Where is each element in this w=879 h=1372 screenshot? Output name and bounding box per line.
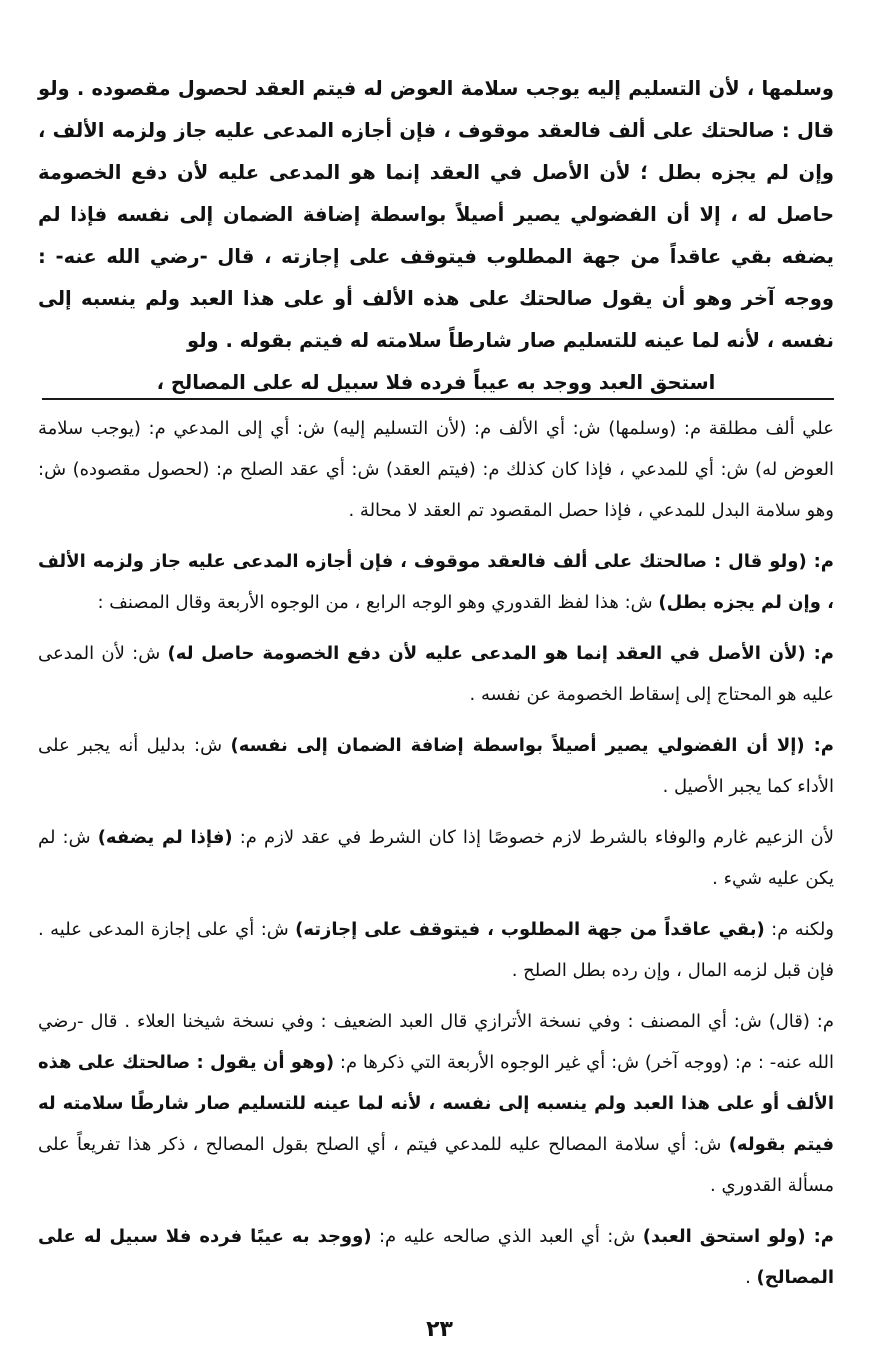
commentary-paragraph xyxy=(38,408,834,531)
page-number: ٢٣ xyxy=(426,1317,453,1342)
commentary-paragraph xyxy=(38,633,834,715)
main-text-block xyxy=(38,68,834,404)
matn-quote: م: (ولو قال : صالحتك على ألف فالعقد موقوف ، فإن أجازه المدعى عليه جاز ولزمه الألف ، وإن لم يجزه بطل) xyxy=(38,551,834,613)
commentary-paragraph xyxy=(38,1001,834,1206)
commentary-paragraph xyxy=(38,909,834,991)
sharh-text: ش: لأن المدعى عليه هو المحتاج إلى إسقاط الخصومة عن نفسه . xyxy=(38,643,834,705)
matn-quote: م: (لأن الأصل في العقد إنما هو المدعى عليه لأن دفع الخصومة حاصل له) xyxy=(167,643,835,664)
matn-quote: (فإذا لم يضفه) xyxy=(97,827,233,848)
matn-quote: م: (إلا أن الفضولي يصير أصيلاً بواسطة إضافة الضمان إلى نفسه) xyxy=(230,735,834,756)
sharh-text: لأن الزعيم غارم والوفاء بالشرط لازم خصوصًا إذا كان الشرط في عقد لازم م: xyxy=(232,827,834,848)
matn-quote: (وهو أن يقول : صالحتك على هذه الألف أو على هذا العبد ولم ينسبه إلى نفسه ، لأنه لما عينه للتسليم صار شارطًا سلامته له فيتم بقوله) xyxy=(38,1052,835,1155)
section-divider xyxy=(42,398,834,400)
main-text-last-line: استحق العبد ووجد به عيباً فرده فلا سبيل له على المصالح ، xyxy=(156,371,716,394)
sharh-text: ش: أي سلامة المصالح عليه للمدعي فيتم ، أي الصلح بقول المصالح ، ذكر هذا تفريعاً على مسألة القدوري . xyxy=(38,1134,834,1196)
sharh-text: ش: بدليل أنه يجبر على الأداء كما يجبر الأصيل . xyxy=(38,735,834,797)
sharh-text: ش: هذا لفظ القدوري وهو الوجه الرابع ، من الوجوه الأربعة وقال المصنف : xyxy=(97,592,659,613)
sharh-text: ولكنه م: xyxy=(764,919,835,940)
matn-quote: م: (ولو استحق العبد) xyxy=(642,1226,834,1247)
commentary-paragraph xyxy=(38,725,834,807)
sharh-text: علي ألف مطلقة م: (وسلمها) ش: أي الألف م: (لأن التسليم إليه) ش: أي إلى المدعي م: (يوجب سلامة العوض له) ش: أي للمدعي ، فإذا كان كذلك م: (فيتم العقد) ش: أي عقد الصلح م: (لحصول مقصوده) ش: وهو سلامة البدل للمدعي ، فإذا حصل المقصود تم العقد لا محالة . xyxy=(38,418,834,521)
sharh-text: ش: لم يكن عليه شيء . xyxy=(38,827,834,889)
main-text-body: وسلمها ، لأن التسليم إليه يوجب سلامة العوض له فيتم العقد لحصول مقصوده . ولو قال : صالحتك على ألف فالعقد موقوف ، فإن أجازه المدعى عليه جاز ولزمه الألف ، وإن لم يجزه بطل ؛ لأن الأصل في العقد إنما هو المدعى عليه لأن دفع الخصومة حاصل له ، إلا أن الفضولي يصير أصيلاً بواسطة إضافة الضمان إلى نفسه فإذا لم يضفه بقي عاقداً من جهة المطلوب فيتوقف على إجازته ، قال -رضي الله عنه- : ووجه آخر وهو أن يقول صالحتك على هذه الألف أو على هذا العبد ولم ينسبه إلى نفسه ، لأنه لما عينه للتسليم صار شارطاً سلامته له فيتم بقوله . ولو xyxy=(38,77,834,352)
sharh-text: م: (قال) ش: أي المصنف : وفي نسخة الأترازي قال العبد الضعيف : وفي نسخة شيخنا العلاء . قال -رضي الله عنه- : م: (ووجه آخر) ش: أي غير الوجوه الأربعة التي ذكرها م: xyxy=(38,1011,834,1073)
sharh-text: . xyxy=(745,1267,757,1288)
sharh-text: ش: أي على إجازة المدعى عليه . فإن قبل لزمه المال ، وإن رده بطل الصلح . xyxy=(38,919,834,981)
commentary-paragraph xyxy=(38,817,834,899)
matn-quote: (ووجد به عيبًا فرده فلا سبيل له على المصالح) xyxy=(38,1226,834,1288)
sharh-text: ش: أي العبد الذي صالحه عليه م: xyxy=(371,1226,643,1247)
matn-quote: (بقي عاقداً من جهة المطلوب ، فيتوقف على إجازته) xyxy=(295,919,765,940)
commentary-paragraph xyxy=(38,1216,834,1298)
commentary-paragraph xyxy=(38,541,834,623)
commentary-block xyxy=(38,408,834,1308)
